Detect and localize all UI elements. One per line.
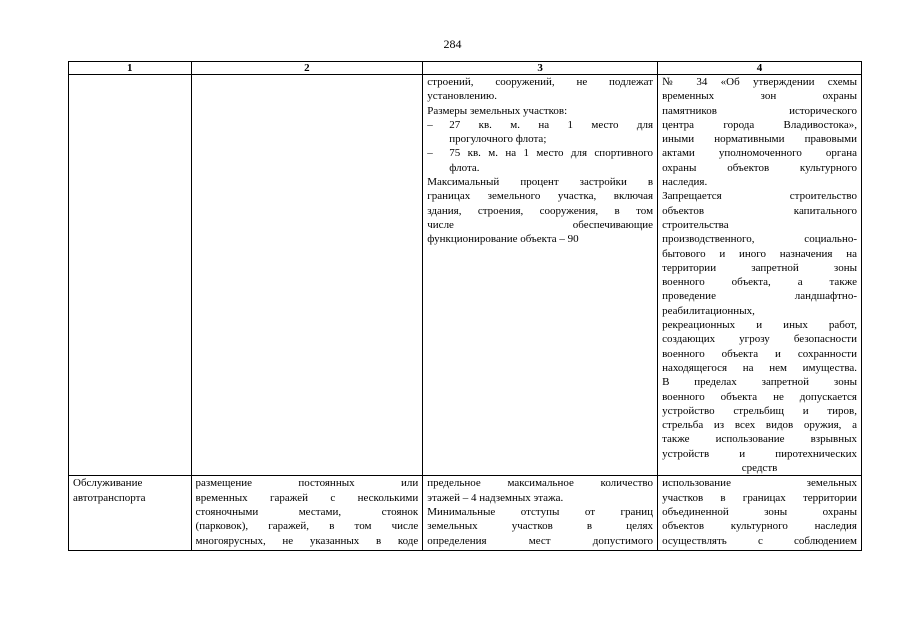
text-line: автотранспорта	[73, 491, 146, 504]
header-col-1: 1	[69, 62, 192, 75]
text-line: предельное максимальное количество	[427, 477, 654, 490]
text-line: строений, сооружений, не подлежат	[427, 76, 654, 88]
table-row	[69, 476, 862, 551]
text-line: Запрещается строительство	[662, 190, 857, 203]
page-number: 284	[443, 37, 462, 51]
text-line: средств	[741, 462, 778, 475]
header-col-4: 4	[658, 62, 862, 75]
text-line: участков в границах территории	[662, 491, 857, 504]
text-line: стрельба из всех видов оружия, а	[662, 419, 857, 432]
row1-col4	[658, 75, 862, 476]
list-dash: –	[427, 118, 433, 131]
text-line: создающих угрозу безопасности	[662, 333, 857, 346]
text-line: стояночными местами, стоянок	[195, 505, 419, 518]
text-line: актами уполномоченного органа	[662, 147, 857, 160]
table-row	[69, 75, 862, 476]
text-line: границах земельного участка, включая	[427, 190, 654, 203]
list-item	[427, 146, 653, 175]
text-line: Максимальный процент застройки в	[427, 176, 654, 189]
text-line: земельных участков в целях	[427, 520, 654, 533]
text-line: функционирование объекта – 90	[427, 233, 579, 246]
text-line: рекреационных и иных работ,	[662, 319, 857, 332]
text-line: № 34 «Об утверждении схемы	[662, 76, 857, 88]
row1-col1	[69, 75, 192, 476]
text-line: Обслуживание	[73, 477, 143, 490]
text-line: флота.	[449, 161, 480, 174]
row2-col3	[423, 476, 658, 551]
text-line: осуществлять с соблюдением	[662, 534, 857, 547]
text-line: военного объекта, а также	[662, 276, 857, 289]
header-col-2: 2	[191, 62, 423, 75]
text-line: устройство стрельбищ и тиров,	[662, 404, 857, 417]
text-line: 75 кв. м. на 1 место для спортивного	[449, 147, 654, 160]
text-line: многоярусных, не указанных в коде	[195, 534, 419, 547]
text-line: этажей – 4 надземных этажа.	[427, 491, 564, 504]
text-line: наследия.	[662, 176, 708, 189]
text-line: временных зон охраны	[662, 90, 857, 103]
text-line: 27 кв. м. на 1 место для	[449, 118, 654, 131]
text-line: использование земельных	[662, 477, 857, 490]
text-line: военного объекта не допускается	[662, 390, 857, 403]
text-line: центра города Владивостока»,	[662, 118, 857, 131]
text-line: В пределах запретной зоны	[662, 376, 857, 389]
text-line: военного объекта и сохранности	[662, 347, 857, 360]
text-line: территории запретной зоны	[662, 261, 857, 274]
text-line: производственного, социально-	[662, 233, 857, 246]
text-line: установлению.	[427, 90, 498, 103]
row2-col4	[658, 476, 862, 551]
text-line: объединенной зоны охраны	[662, 505, 857, 518]
header-col-3: 3	[423, 62, 658, 75]
text-line: объектов капитального	[662, 204, 857, 217]
text-line: размещение постоянных или	[195, 477, 419, 490]
text-line: временных гаражей с несколькими	[195, 491, 419, 504]
text-line: числе обеспечивающие	[427, 218, 654, 231]
text-line: строительства	[662, 218, 729, 231]
text-line: реабилитационных,	[662, 304, 755, 317]
table-header-row	[69, 62, 862, 75]
row1-col2	[191, 75, 423, 476]
text-line: Размеры земельных участков:	[427, 104, 568, 117]
regulations-table	[68, 61, 862, 551]
text-line: Минимальные отступы от границ	[427, 505, 654, 518]
row2-col1	[69, 476, 192, 551]
text-line: иными нормативными правовыми	[662, 133, 857, 146]
text-line: здания, строения, сооружения, в том	[427, 204, 654, 217]
text-line: также использование взрывных	[662, 433, 857, 446]
list-item	[427, 118, 653, 147]
row2-col2	[191, 476, 423, 551]
list-dash: –	[427, 147, 433, 160]
text-line: памятников исторического	[662, 104, 857, 117]
text-line: находящегося на нем имущества.	[662, 361, 857, 374]
text-line: определения мест допустимого	[427, 534, 654, 547]
row1-col3	[423, 75, 658, 476]
text-line: объектов культурного наследия	[662, 520, 857, 533]
text-line: устройств и пиротехнических	[662, 447, 857, 460]
text-line: (парковок), гаражей, в том числе	[195, 520, 419, 533]
text-line: проведение ландшафтно-	[662, 290, 857, 303]
text-line: бытового и иного назначения на	[662, 247, 857, 260]
text-line: прогулочного флота;	[449, 133, 547, 146]
text-line: охраны объектов культурного	[662, 161, 857, 174]
